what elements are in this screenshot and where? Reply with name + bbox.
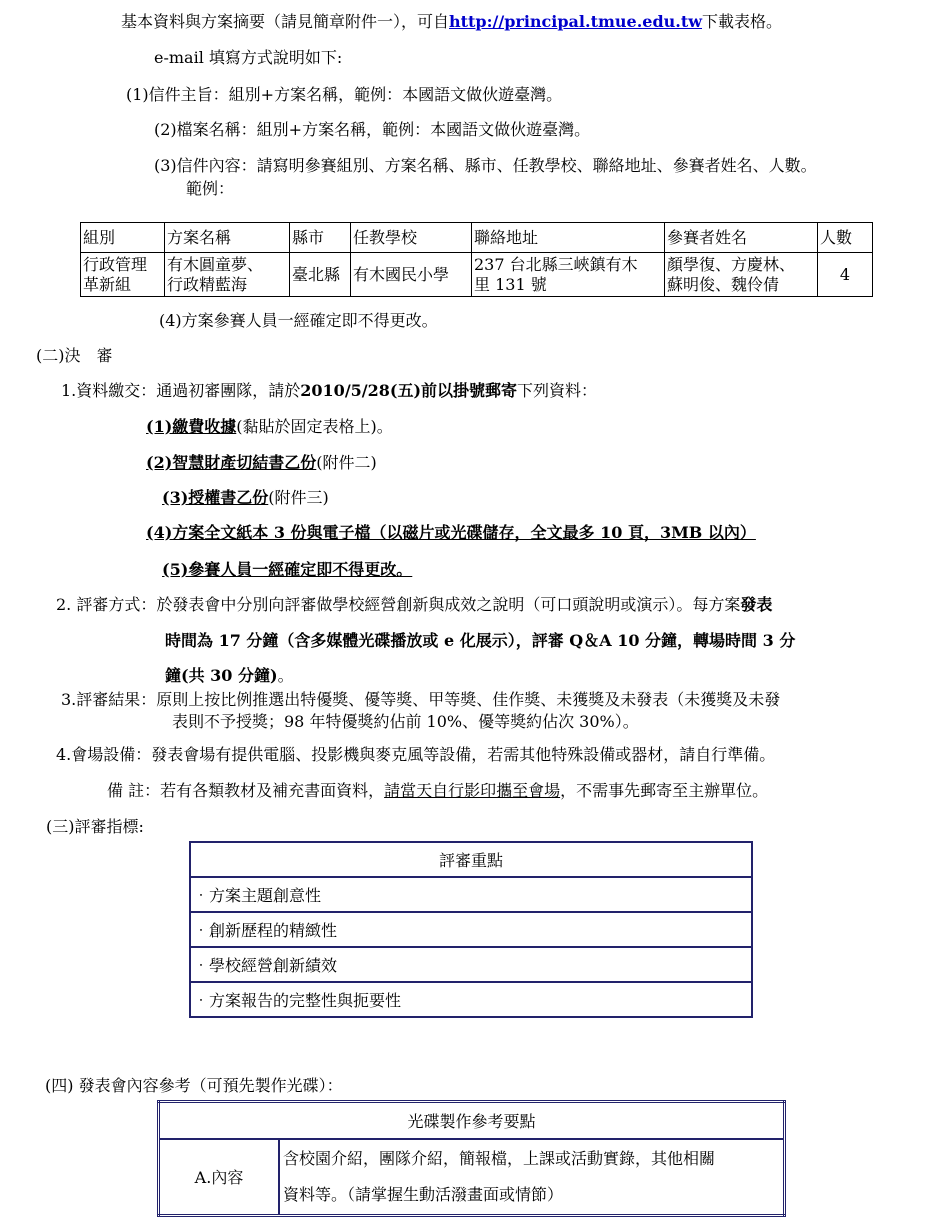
example-table-header [81,223,873,253]
table-row [159,1139,785,1216]
final-heading: (二)決 審 [36,346,113,365]
final-step-2-a: 2. 評審方式：於發表會中分別向評審做學校經營創新與成效之說明（可口頭說明或演示）。每方案發表 [56,595,773,614]
criteria-item: ‧方案主題創意性 [190,877,752,912]
email-item-3-cont: 範例： [186,179,235,198]
note-underlined: 請當天自行影印攜至會場 [384,781,561,800]
cell-county: 臺北縣 [290,253,351,297]
final-step-3-b: 表則不予授獎；98 年特優獎約佔前 10%、優等獎約佔次 30%）。 [172,712,639,731]
email-item-2: (2)檔案名稱：組別+方案名稱，範例：本國語文做伙遊臺灣。 [154,120,591,139]
doc-4: (4)方案全文紙本 3 份與電子檔（以磁片或光碟儲存，全文最多 10 頁，3MB 以內） [146,523,756,542]
doc-5: (5)參賽人員一經確定即不得更改。 [162,560,413,579]
col-names: 參賽者姓名 [665,223,818,253]
cell-count: 4 [818,253,873,297]
final-step-1: 1.資料繳交：通過初審團隊，請於2010/5/28(五)前以掛號郵寄下列資料： [61,381,598,400]
col-county: 縣市 [290,223,351,253]
col-group: 組別 [81,223,165,253]
example-table [80,222,873,297]
deadline-text: 2010/5/28(五)前以掛號郵寄 [300,381,518,400]
note: 備 註：若有各類教材及補充書面資料，請當天自行影印攜至會場，不需事先郵寄至主辦單位。 [107,781,769,800]
cd-header: 光碟製作參考要點 [159,1102,785,1139]
doc-1: (1)繳費收據(黏貼於固定表格上)。 [146,417,393,436]
criteria-header: 評審重點 [190,842,752,877]
cd-row-label: A.內容 [159,1139,280,1216]
intro-text: 基本資料與方案摘要（請見簡章附件一），可自 [121,12,450,31]
criteria-table [189,841,753,1018]
cd-row-content: 含校園介紹，團隊介紹，簡報檔，上課或活動實錄，其他相關 資料等。（請掌握生動活潑畫面或情節） [279,1139,785,1216]
col-school: 任教學校 [351,223,472,253]
cd-heading: (四) 發表會內容參考（可預先製作光碟）： [45,1076,343,1095]
criteria-item: ‧方案報告的完整性與扼要性 [190,982,752,1017]
final-step-2-b: 時間為 17 分鐘（含多媒體光碟播放或 e 化展示），評審 Q＆A 10 分鐘，轉場時間 3 分 [165,631,796,650]
item-4: (4)方案參賽人員一經確定即不得更改。 [159,311,438,330]
intro-line-1 [121,11,782,33]
principal-link[interactable]: http://principal.tmue.edu.tw [449,12,702,31]
criteria-item: ‧學校經營創新績效 [190,947,752,982]
criteria-item: ‧創新歷程的精緻性 [190,912,752,947]
email-item-3: (3)信件內容：請寫明參賽組別、方案名稱、縣市、任教學校、聯絡地址、參賽者姓名、人數。 [154,156,817,175]
cell-address: 237 台北縣三峽鎮有木 里 131 號 [472,253,665,297]
final-step-2-c: 鐘(共 30 分鐘)。 [165,666,294,685]
cell-group: 行政管理 革新組 [81,253,165,297]
cell-plan: 有木圓童夢、 行政精藍海 [165,253,290,297]
criteria-heading: (三)評審指標: [46,817,144,836]
col-count: 人數 [818,223,873,253]
cd-table [157,1100,786,1217]
col-address: 聯絡地址 [472,223,665,253]
table-row [81,253,873,297]
email-heading: e-mail 填寫方式說明如下: [154,48,343,67]
cell-names: 顏學復、方慶林、 蘇明俊、魏伶倩 [665,253,818,297]
doc-3: (3)授權書乙份(附件三) [162,488,329,507]
cell-school: 有木國民小學 [351,253,472,297]
doc-2: (2)智慧財產切結書乙份(附件二) [146,453,377,472]
intro-text-end: 下載表格。 [702,12,783,31]
col-plan: 方案名稱 [165,223,290,253]
email-item-1: (1)信件主旨：組別+方案名稱，範例：本國語文做伙遊臺灣。 [126,85,563,104]
final-step-3-a: 3.評審結果：原則上按比例推選出特優獎、優等獎、甲等獎、佳作獎、未獲獎及未發表（未獲獎及未發 [61,690,781,709]
final-step-4: 4.會場設備：發表會場有提供電腦、投影機與麥克風等設備，若需其他特殊設備或器材，請自行準備。 [56,745,776,764]
